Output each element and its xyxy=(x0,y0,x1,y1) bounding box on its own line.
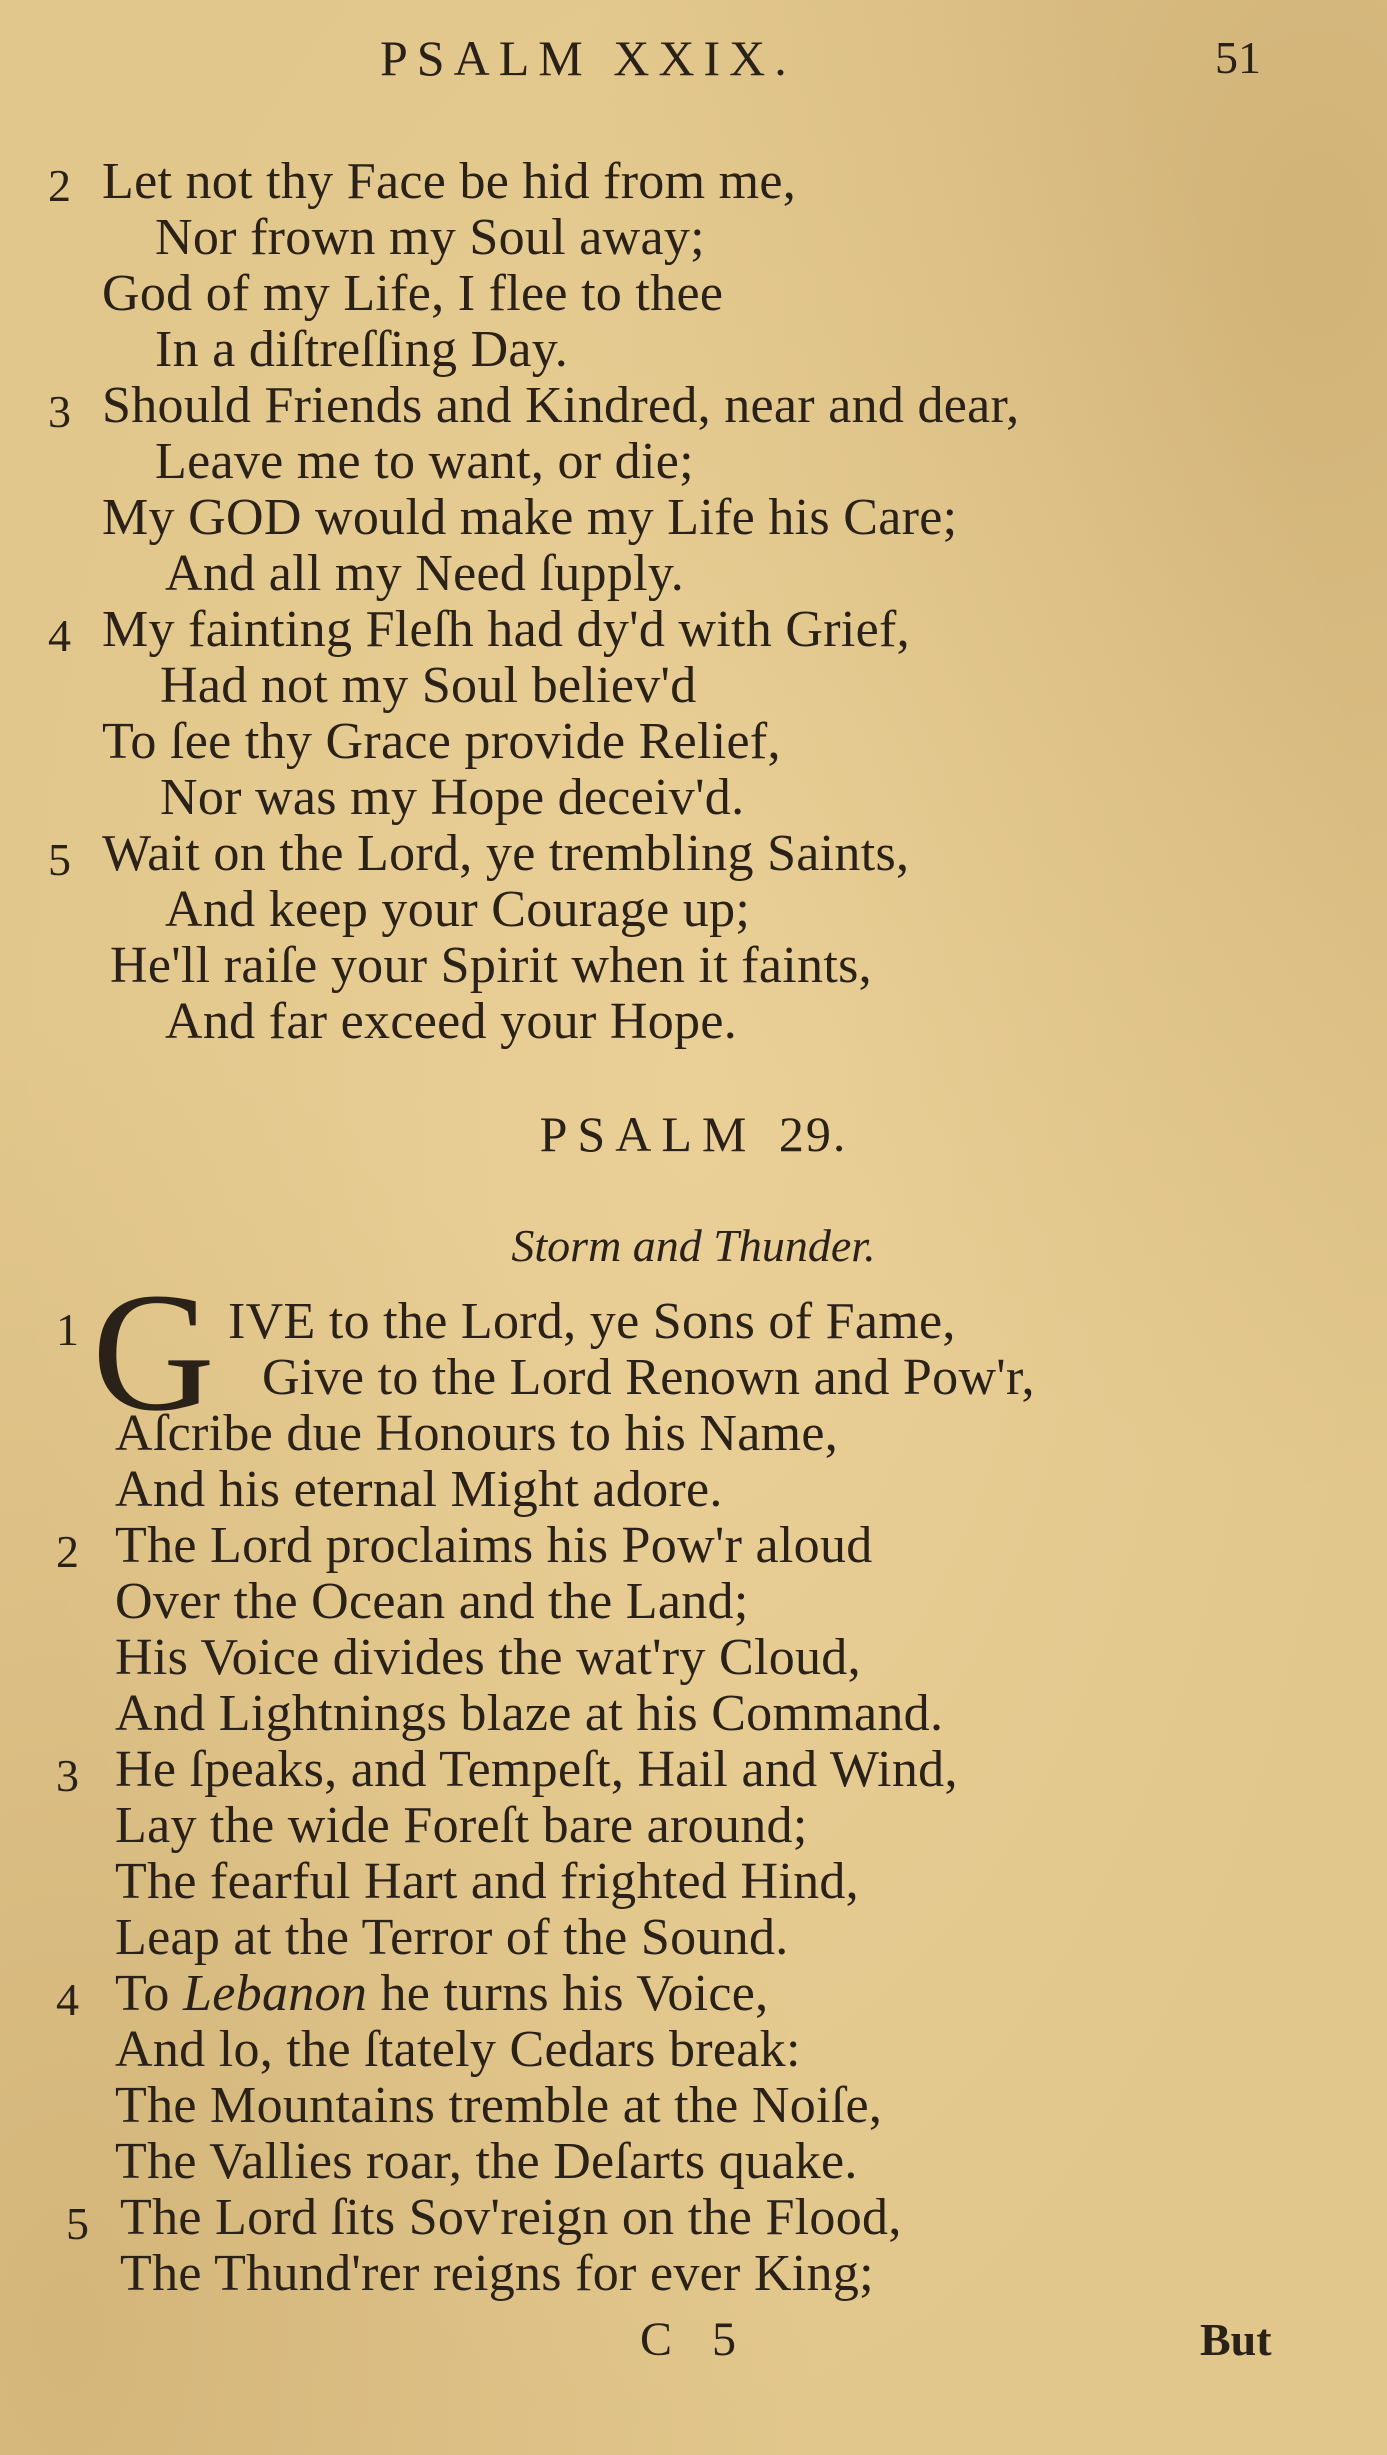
verse-number: 5 xyxy=(66,2198,89,2249)
verse-line: The Mountains tremble at the Noiſe, xyxy=(115,2077,883,2134)
verse-line: Let not thy Face be hid from me, xyxy=(102,153,797,210)
psalm-heading xyxy=(0,1104,1387,1164)
signature-mark: C 5 xyxy=(640,2313,751,2366)
verse-number: 1 xyxy=(56,1304,79,1355)
verse-number: 2 xyxy=(56,1526,79,1577)
verse-line: And lo, the ſtately Cedars break: xyxy=(115,2021,801,2078)
place-name: Lebanon xyxy=(183,1965,368,2022)
verse-line: Wait on the Lord, ye trembling Saints, xyxy=(102,825,910,882)
psalm-heading-number: 29. xyxy=(778,1106,848,1162)
verse-line: IVE to the Lord, ye Sons of Fame, xyxy=(228,1293,956,1350)
verse-number: 3 xyxy=(48,386,71,437)
verse-line: Leap at the Terror of the Sound. xyxy=(115,1909,789,1966)
running-title: PSALM XXIX. xyxy=(380,30,796,86)
running-head xyxy=(0,28,1387,88)
verse-line: The fearful Hart and frighted Hind, xyxy=(115,1853,859,1910)
verse-line: He'll raiſe your Spirit when it faints, xyxy=(110,937,872,994)
verse-line: And keep your Courage up; xyxy=(165,881,751,938)
verse-line: To ſee thy Grace provide Relief, xyxy=(102,713,781,770)
verse-word: he turns his Voice, xyxy=(380,1965,769,2022)
catchword: But xyxy=(1200,2314,1272,2365)
verse-line: Over the Ocean and the Land; xyxy=(115,1573,749,1630)
verse-line: Nor was my Hope deceiv'd. xyxy=(160,769,745,826)
verse-number: 3 xyxy=(56,1750,79,1801)
verse-line: The Lord proclaims his Pow'r aloud xyxy=(115,1517,873,1574)
verse-number: 4 xyxy=(48,610,71,661)
verse-line: And far exceed your Hope. xyxy=(165,993,738,1050)
verse-line: The Lord ſits Sov'reign on the Flood, xyxy=(120,2189,902,2246)
verse-word: To xyxy=(115,1965,170,2022)
verse-line: The Vallies roar, the Deſarts quake. xyxy=(115,2133,858,2190)
verse-line: And Lightnings blaze at his Command. xyxy=(115,1685,944,1742)
verse-line: The Thund'rer reigns for ever King; xyxy=(120,2245,874,2302)
verse-line: And all my Need ſupply. xyxy=(165,545,685,602)
verse-line: God of my Life, I flee to thee xyxy=(102,265,724,322)
verse-number: 4 xyxy=(56,1974,79,2025)
verse-line: Nor frown my Soul away; xyxy=(155,209,705,266)
drop-cap: G xyxy=(92,1258,215,1446)
verse-line: In a diſtreſſing Day. xyxy=(155,321,569,378)
verse-line: And his eternal Might adore. xyxy=(115,1461,723,1518)
verse-line: Had not my Soul believ'd xyxy=(160,657,697,714)
verse-line: My fainting Fleſh had dy'd with Grief, xyxy=(102,601,910,658)
page-footer xyxy=(0,2310,1387,2370)
verse-line: Leave me to want, or die; xyxy=(155,433,694,490)
verse-number: 2 xyxy=(48,160,71,211)
page-number: 51 xyxy=(1215,32,1261,83)
verse-line: Give to the Lord Renown and Pow'r, xyxy=(262,1349,1035,1406)
verse-line: He ſpeaks, and Tempeſt, Hail and Wind, xyxy=(115,1741,958,1798)
verse-line: Aſcribe due Honours to his Name, xyxy=(115,1405,838,1462)
verse-line: His Voice divides the wat'ry Cloud, xyxy=(115,1629,861,1686)
verse-line: Should Friends and Kindred, near and dear, xyxy=(102,377,1020,434)
psalm-heading-word: PSALM xyxy=(539,1106,757,1162)
verse-line xyxy=(115,1966,768,2022)
verse-number: 5 xyxy=(48,834,71,885)
verse-line: Lay the wide Foreſt bare around; xyxy=(115,1797,808,1854)
psalm-subtitle: Storm and Thunder. xyxy=(511,1220,876,1271)
verse-line: My GOD would make my Life his Care; xyxy=(102,489,958,546)
